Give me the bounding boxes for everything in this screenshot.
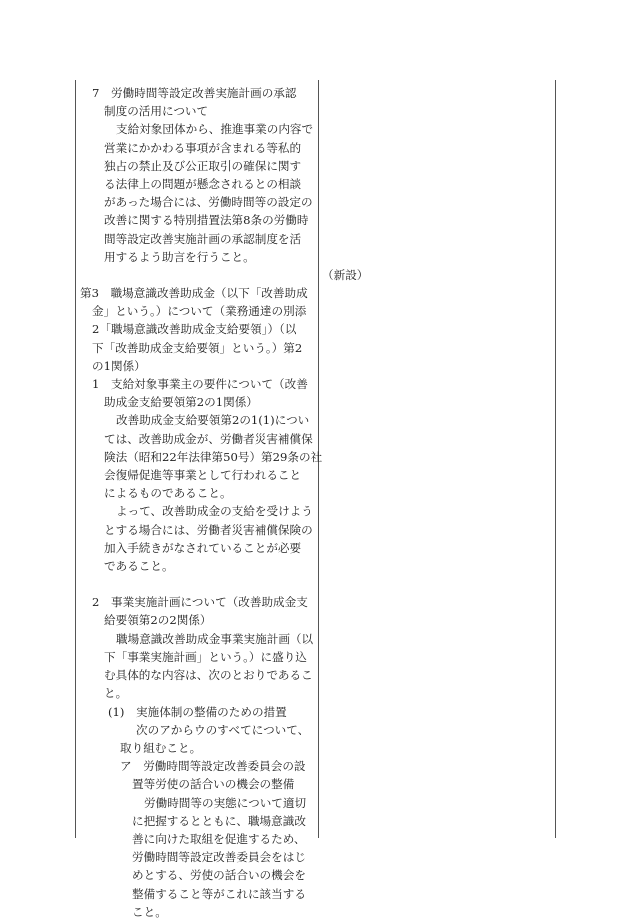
text-line: 2 事業実施計画について（改善助成金支	[92, 595, 308, 610]
text-line: 労働時間等設定改善委員会をはじ	[132, 850, 306, 865]
text-line: 会復帰促進等事業として行われること	[104, 468, 302, 483]
text-line: めとする、労使の話合いの機会を	[132, 868, 306, 883]
text-line: 改善助成金支給要領第2の1(1)につい	[116, 413, 310, 428]
text-line: 険法（昭和22年法律第50号）第29条の社	[104, 449, 323, 464]
item-1-body	[80, 721, 316, 757]
text-line: る法律上の問題が懸念されるとの相談	[104, 177, 302, 192]
part-3-heading	[80, 284, 316, 375]
subsection-1-paragraph-1	[80, 411, 323, 502]
item-1-heading: (1) 実施体制の整備のための措置	[108, 704, 287, 719]
text-line: 第3 職場意識改善助成金（以下「改善助成	[80, 286, 308, 301]
text-line: とする場合には、労働者災害補償保険の	[104, 522, 313, 537]
text-line: であること。	[104, 559, 174, 574]
text-line: む具体的な内容は、次のとおりであるこ	[104, 668, 313, 683]
text-line: こと。	[132, 904, 167, 919]
table-left-border	[75, 80, 76, 838]
text-line: 置等労使の話合いの機会の整備	[132, 777, 295, 792]
subsection-2-heading	[80, 593, 316, 629]
text-line: の1関係）	[92, 358, 146, 373]
subsection-1-heading	[80, 375, 316, 411]
text-line: 用するよう助言を行うこと。	[104, 249, 255, 264]
text-line: 制度の活用について	[104, 104, 209, 119]
item-a-body	[80, 794, 316, 921]
subsection-2-body	[80, 630, 316, 703]
table-right-border	[555, 80, 556, 838]
text-line: 金」という。）について（業務通達の別添	[92, 304, 307, 319]
text-line: 職場意識改善助成金事業実施計画（以	[116, 631, 314, 646]
text-line: 改善に関する特別措置法第8条の労働時	[104, 213, 309, 228]
text-line: に把握するとともに、職場意識改	[132, 813, 306, 828]
text-line: 間等設定改善実施計画の承認制度を活	[104, 231, 302, 246]
section-7-heading	[80, 84, 316, 120]
text-line: 給要領第2の2関係）	[104, 613, 212, 628]
text-line: 労働時間等の実態について適切	[144, 795, 307, 810]
text-line: 下「事業実施計画」という。）に盛り込	[104, 649, 307, 664]
text-line: 次のアからウのすべてについて、	[136, 722, 310, 737]
text-line: によるものであること。	[104, 486, 232, 501]
text-line: があった場合には、労働時間等の設定の	[104, 195, 313, 210]
text-line: ア 労働時間等設定改善委員会の設	[120, 759, 306, 774]
text-line: 営業にかかわる事項が含まれる等私的	[104, 140, 302, 155]
text-line: 善に向けた取組を促進するため、	[132, 831, 306, 846]
text-line: 整備すること等がこれに該当する	[132, 886, 306, 901]
text-line: 独占の禁止及び公正取引の確保に関す	[104, 158, 302, 173]
text-line: 1 支給対象事業主の要件について（改善	[92, 377, 308, 392]
text-line: 支給対象団体から、推進事業の内容で	[116, 122, 314, 137]
text-line: 下「改善助成金支給要領」という。）第2	[92, 340, 303, 355]
text-line: 加入手続きがなされていることが必要	[104, 540, 302, 555]
text-line: ては、改善助成金が、労働者災害補償保	[104, 431, 313, 446]
text-line: 7 労働時間等設定改善実施計画の承認	[92, 86, 297, 100]
text-line: 取り組むこと。	[120, 740, 202, 755]
item-a-heading	[80, 757, 316, 793]
text-line: よって、改善助成金の支給を受けよう	[116, 504, 313, 519]
subsection-1-paragraph-2	[80, 502, 316, 575]
section-7-body	[80, 120, 316, 266]
text-line: 助成金支給要領第2の1関係）	[104, 395, 258, 410]
text-line: と。	[104, 686, 128, 701]
revised-text-column	[80, 84, 323, 921]
new-provision-note: （新設）	[322, 268, 369, 282]
text-line: 2「職場意識改善助成金支給要領」）（以	[92, 322, 297, 337]
